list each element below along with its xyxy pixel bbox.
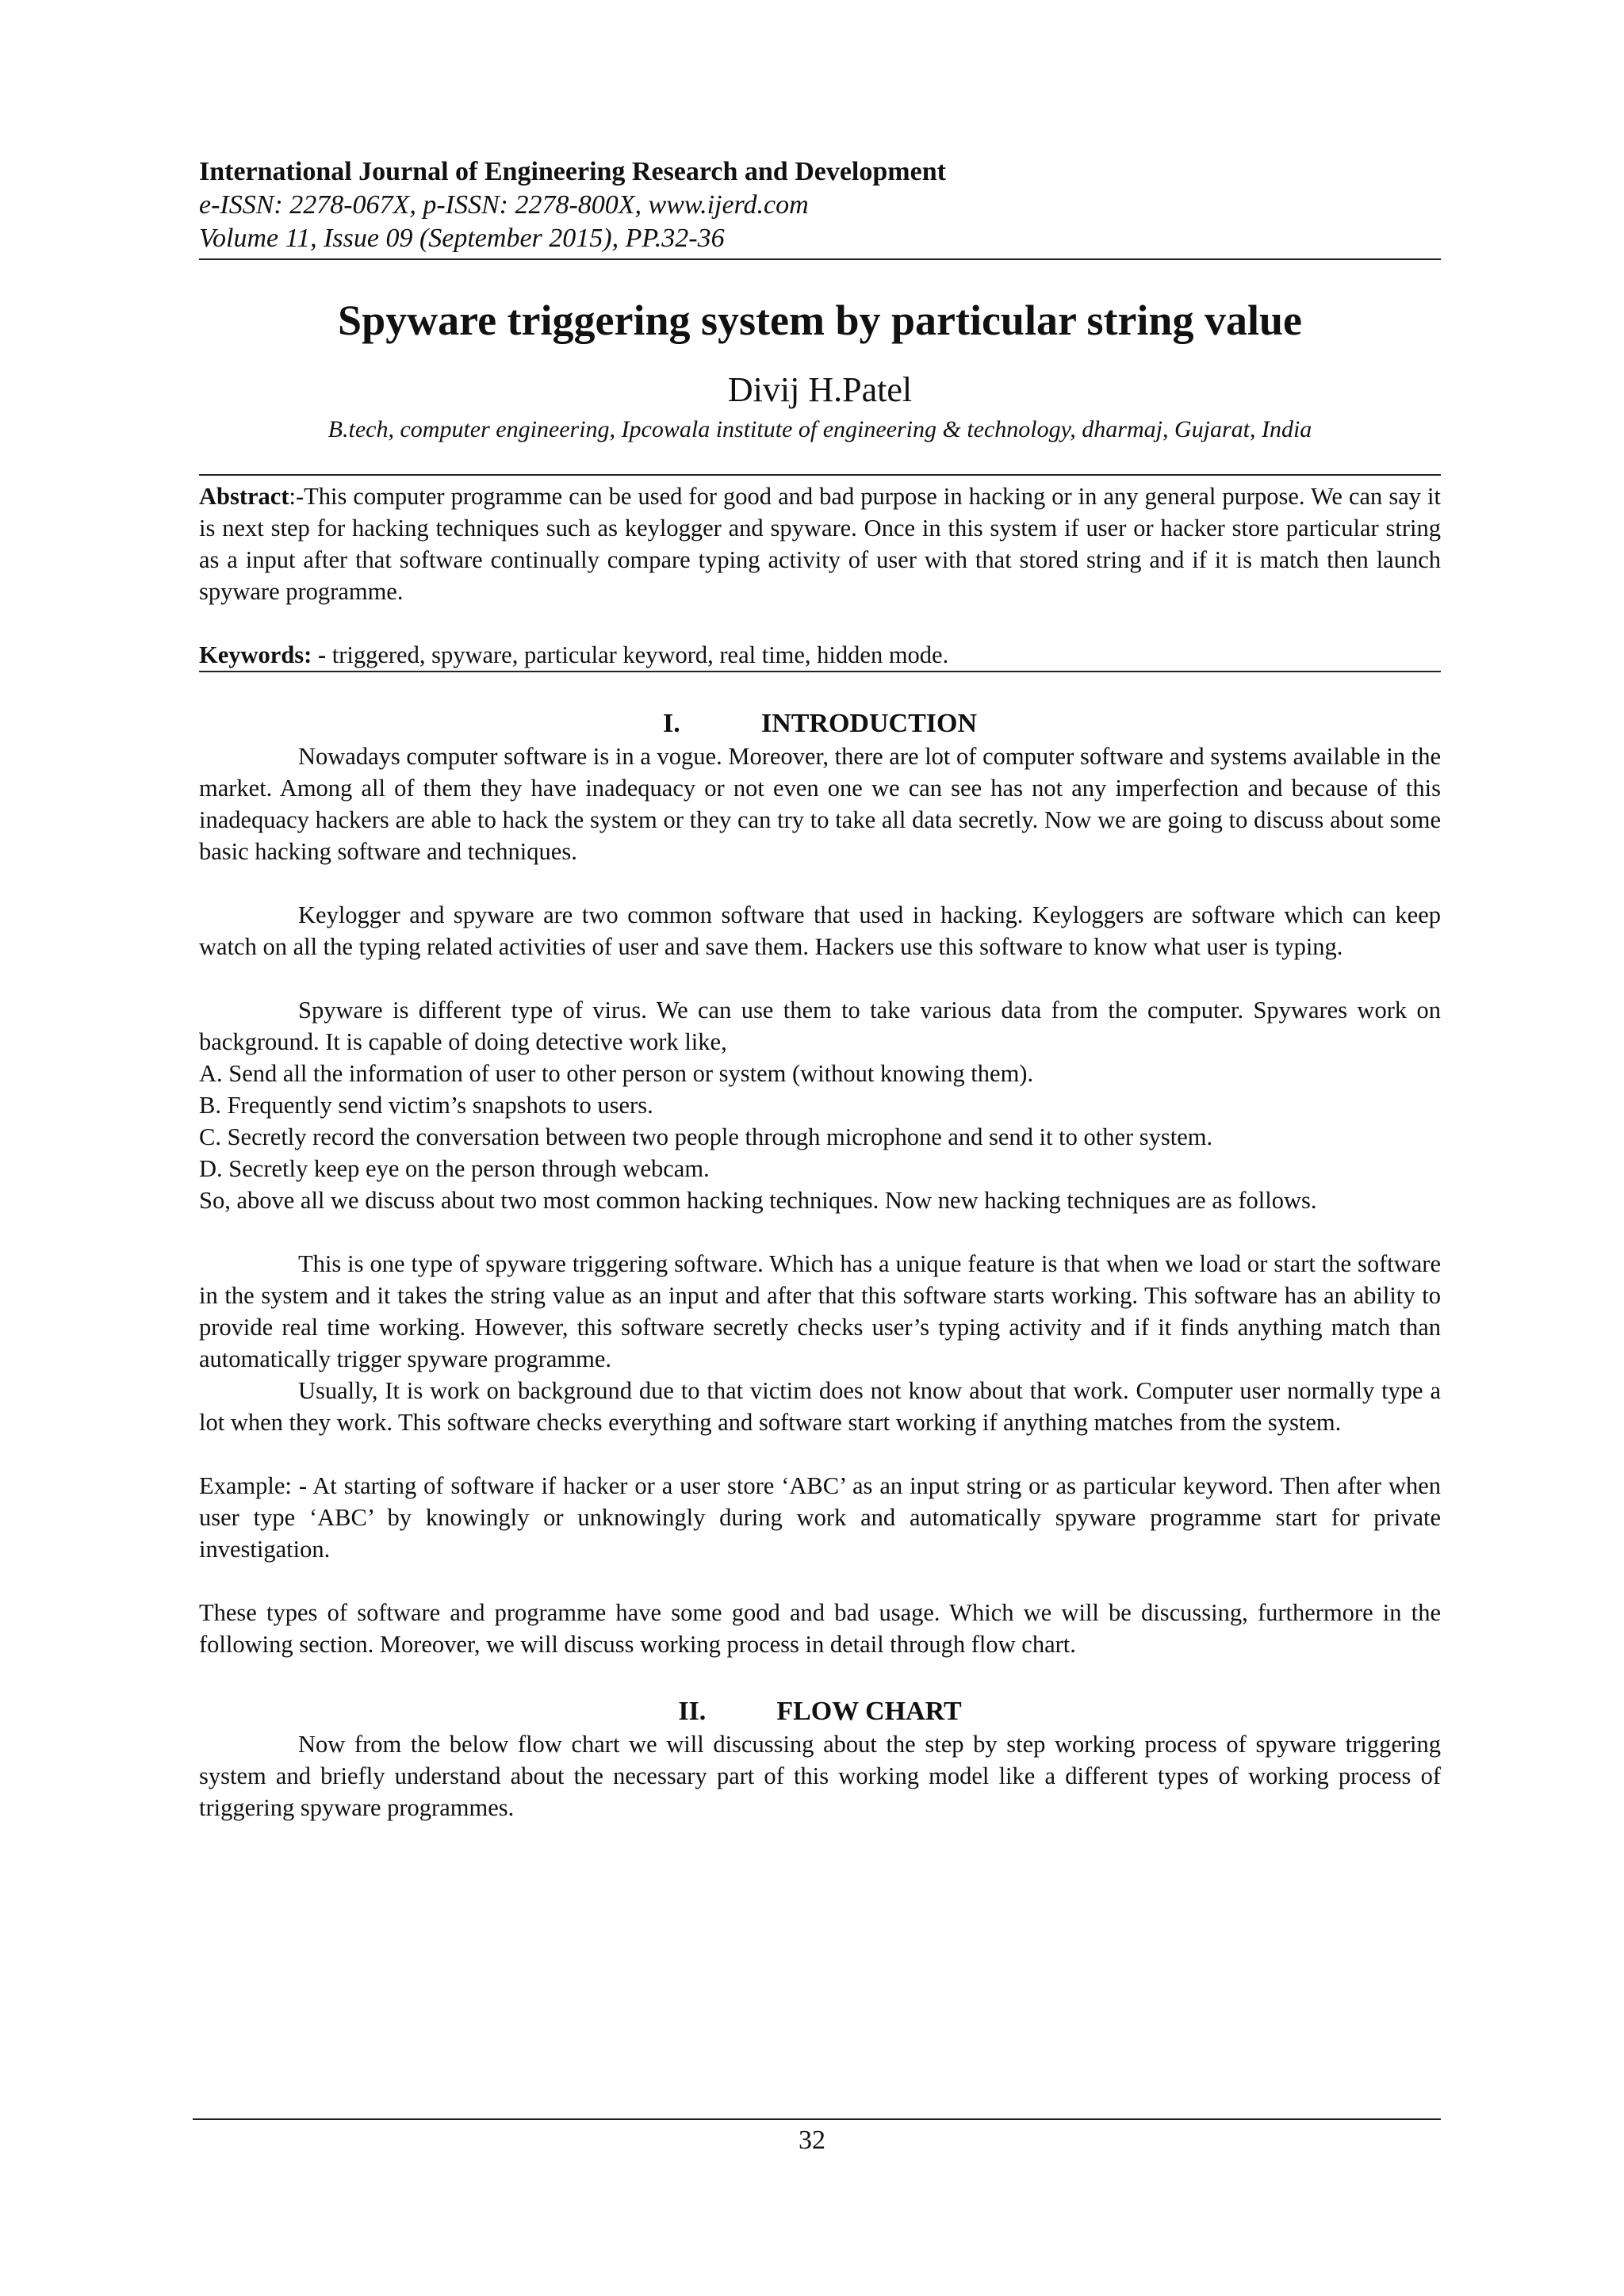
capability-list xyxy=(199,1058,1441,1184)
journal-name: International Journal of Engineering Research and Development xyxy=(199,157,946,186)
paper-author: Divij H.Patel xyxy=(727,370,913,409)
list-item: D. Secretly keep eye on the person through webcam. xyxy=(199,1155,710,1182)
abstract-block xyxy=(199,474,1441,672)
paper-title: Spyware triggering system by particular string value xyxy=(338,297,1302,344)
author-affiliation: B.tech, computer engineering, Ipcowala institute of engineering & technology, dharmaj, Gujarat, India xyxy=(327,416,1312,442)
journal-issn: e-ISSN: 2278-067X, p-ISSN: 2278-800X, www.ijerd.com xyxy=(199,190,809,220)
section-heading-flow-chart xyxy=(199,1695,1441,1728)
keywords-label: Keywords: - xyxy=(199,641,327,668)
section-title: FLOW CHART xyxy=(776,1697,962,1726)
journal-volume: Volume 11, Issue 09 (September 2015), PP.32-36 xyxy=(199,224,725,253)
journal-header xyxy=(199,155,1441,255)
keywords-text: triggered, spyware, particular keyword, real time, hidden mode. xyxy=(326,641,949,668)
section-number: II. xyxy=(678,1697,707,1726)
footer-divider xyxy=(193,2118,1441,2120)
list-item: B. Frequently send victim’s snapshots to users. xyxy=(199,1092,653,1119)
paragraph: Now from the below flow chart we will discussing about the step by step working process of spyware triggering system and briefly understand about the necessary part of this working model like a different types of working process of triggering spyware programmes. xyxy=(199,1731,1441,1821)
paragraph: Keylogger and spyware are two common software that used in hacking. Keyloggers are software which can keep watch on all the typing related activities of user and save them. Hackers use this software to know what user is typing. xyxy=(199,901,1441,960)
page-number: 32 xyxy=(799,2126,825,2155)
abstract-bottom-divider xyxy=(199,671,1441,672)
paper-page xyxy=(199,155,1441,1823)
abstract-label: Abstract xyxy=(199,483,289,510)
paragraph: Usually, It is work on background due to that victim does not know about that work. Computer user normally type a lot when they work. This software checks everything and software start working if anything matches from the system. xyxy=(199,1377,1441,1436)
section-title: INTRODUCTION xyxy=(760,709,978,738)
list-item: C. Secretly record the conversation between two people through microphone and send it to other system. xyxy=(199,1123,1213,1150)
paragraph: Spyware is different type of virus. We can use them to take various data from the computer. Spywares work on background. It is capable of doing detective work like, xyxy=(199,997,1441,1055)
paragraph: These types of software and programme have some good and bad usage. Which we will be discussing, furthermore in the following section. Moreover, we will discuss working process in detail through flow chart. xyxy=(199,1599,1441,1658)
section-number: I. xyxy=(662,709,680,738)
abstract-text: :-This computer programme can be used for good and bad purpose in hacking or in any general purpose. We can say it is next step for hacking techniques such as keylogger and spyware. Once in this system if user or hacker store particular string as a input after that software continually compare typing activity of user with that stored string and if it is match then launch spyware programme. xyxy=(199,483,1441,605)
header-divider xyxy=(199,258,1441,260)
section-heading-introduction xyxy=(199,707,1441,740)
paragraph: This is one type of spyware triggering software. Which has a unique feature is that when we load or start the software in the system and it takes the string value as an input and after that this software starts working. This software has an ability to provide real time working. However, this software secretly checks user’s typing activity and if it finds anything match than automatically trigger spyware programme. xyxy=(199,1250,1441,1372)
list-item: A. Send all the information of user to other person or system (without knowing them). xyxy=(199,1060,1034,1087)
keywords xyxy=(199,639,1441,671)
abstract xyxy=(199,476,1441,607)
example-paragraph: Example: - At starting of software if hacker or a user store ‘ABC’ as an input string or as particular keyword. Then after when user type ‘ABC’ by knowingly or unknowingly during work and automatically spyware programme start for private investigation. xyxy=(199,1472,1441,1563)
paragraph: So, above all we discuss about two most common hacking techniques. Now new hacking techniques are as follows. xyxy=(199,1187,1317,1214)
paragraph: Nowadays computer software is in a vogue. Moreover, there are lot of computer software and systems available in the market. Among all of them they have inadequacy or not even one we can see has not any imperfection and because of this inadequacy hackers are able to hack the system or they can try to take all data secretly. Now we are going to discuss about some basic hacking software and techniques. xyxy=(199,743,1441,865)
